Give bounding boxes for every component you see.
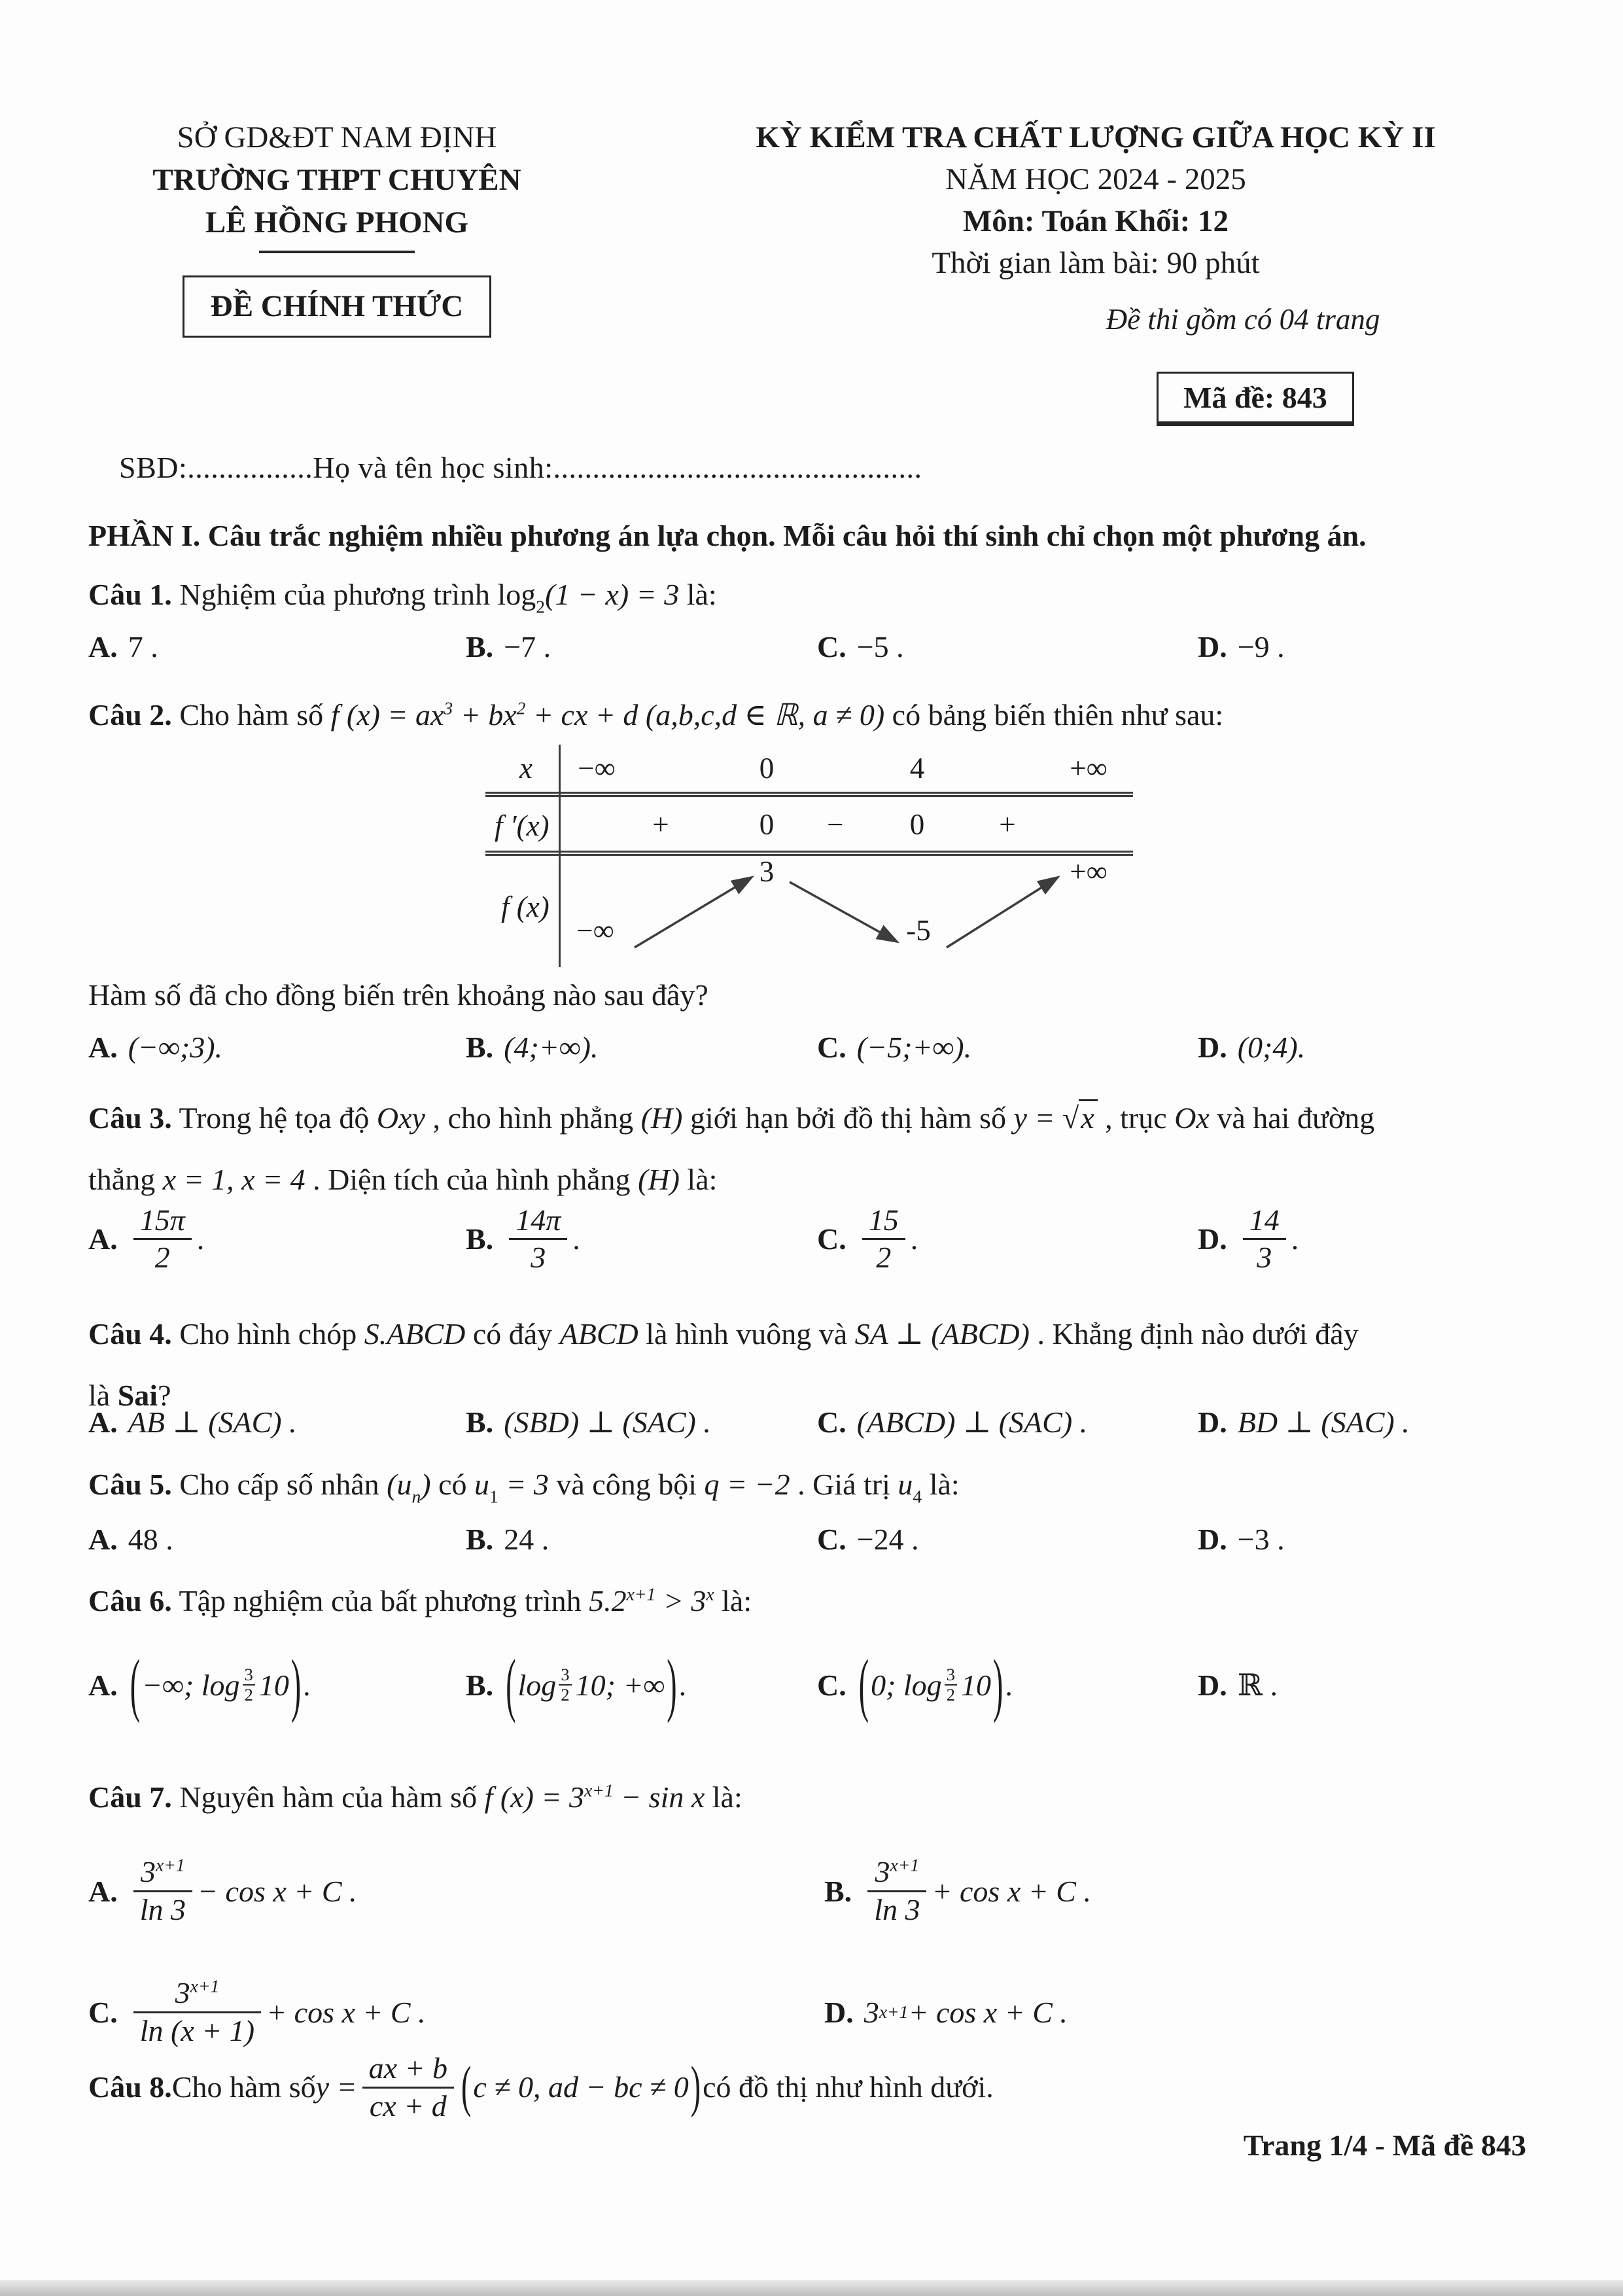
option-value: (−∞;3). bbox=[128, 1031, 223, 1064]
q1-text-end: là: bbox=[679, 578, 717, 611]
log-base-den: 2 bbox=[945, 1684, 957, 1704]
fraction-numerator: 14 bbox=[1249, 1203, 1280, 1237]
q6-text: Tập nghiệm của bất phương trình bbox=[171, 1584, 589, 1617]
option-letter: B. bbox=[824, 1874, 852, 1908]
log-base-fraction bbox=[945, 1665, 957, 1705]
q5-ratio: q = −2 bbox=[704, 1468, 790, 1501]
option-letter: A. bbox=[88, 1031, 118, 1064]
option-value: 48 . bbox=[128, 1523, 173, 1556]
option-value: −5 . bbox=[856, 630, 904, 663]
q4-text: ? bbox=[158, 1379, 171, 1412]
x-value: 0 bbox=[759, 752, 775, 785]
q2-condition: + cx + d (a,b,c,d ∈ ℝ, a ≠ 0) bbox=[525, 698, 885, 732]
q2-subquestion: Hàm số đã cho đồng biến trên khoảng nào sau đây? bbox=[88, 978, 708, 1012]
page-count-note: Đề thi gồm có 04 trang bbox=[1106, 303, 1380, 336]
q5-option-a bbox=[88, 1522, 466, 1557]
q7-option-b bbox=[824, 1854, 1534, 1928]
fraction-denominator: 2 bbox=[133, 1238, 192, 1275]
q1-label: Câu 1. bbox=[88, 578, 172, 611]
fraction-denominator: 3 bbox=[1243, 1238, 1286, 1275]
option-value: −3 . bbox=[1237, 1523, 1285, 1556]
q2-option-d bbox=[1198, 1030, 1534, 1065]
fraction bbox=[867, 1854, 926, 1928]
q2-label: Câu 2. bbox=[88, 698, 172, 732]
q4-options bbox=[88, 1404, 1534, 1439]
log-base-num: 3 bbox=[946, 1664, 956, 1684]
q5-text: có bbox=[430, 1468, 475, 1501]
fraction-denominator: ln (x + 1) bbox=[133, 2011, 261, 2049]
q1-equation: (1 − x) = 3 bbox=[545, 578, 680, 611]
q3-function: y = bbox=[1013, 1101, 1062, 1135]
q8-condition: c ≠ 0, ad − bc ≠ 0 bbox=[473, 2070, 689, 2104]
fraction bbox=[509, 1203, 567, 1276]
option-period: . bbox=[572, 1222, 580, 1256]
log-base-fraction bbox=[243, 1665, 255, 1705]
q3-option-a bbox=[88, 1203, 466, 1276]
q5-text: và công bội bbox=[548, 1468, 705, 1501]
q5-sub-n: n bbox=[411, 1486, 421, 1507]
option-letter: C. bbox=[817, 1031, 846, 1064]
big-paren-close: ) bbox=[993, 1644, 1003, 1723]
q4-base: ABCD bbox=[559, 1317, 638, 1351]
option-tail: + cos x + C . bbox=[908, 1995, 1068, 2029]
q3-options bbox=[88, 1203, 1534, 1276]
log-base-num: 3 bbox=[244, 1664, 253, 1684]
question-7 bbox=[88, 1777, 1534, 1818]
q5-label: Câu 5. bbox=[88, 1468, 172, 1501]
option-expression: −∞; log bbox=[142, 1668, 240, 1702]
q4-perpendicular: SA ⊥ (ABCD) bbox=[854, 1317, 1030, 1351]
option-value: −24 . bbox=[856, 1523, 919, 1556]
q3-text: và hai đường bbox=[1209, 1101, 1375, 1135]
option-letter: A. bbox=[88, 1222, 118, 1256]
q8-label: Câu 8. bbox=[88, 2070, 172, 2104]
duration-line: Thời gian làm bài: 90 phút bbox=[932, 246, 1260, 280]
q3-option-c bbox=[817, 1203, 1198, 1276]
q4-label: Câu 4. bbox=[88, 1317, 172, 1351]
f-max-value: 3 bbox=[759, 855, 775, 888]
option-period: . bbox=[910, 1222, 918, 1256]
option-letter: D. bbox=[824, 1995, 854, 2029]
q3-region: (H) bbox=[640, 1101, 683, 1135]
q3-oxy: Oxy bbox=[376, 1101, 425, 1135]
q5-option-c bbox=[817, 1522, 1198, 1557]
fraction-numerator: 15 bbox=[868, 1203, 899, 1237]
q4-text: có đáy bbox=[465, 1317, 560, 1351]
option-letter: C. bbox=[817, 1523, 846, 1556]
option-letter: B. bbox=[466, 1523, 494, 1556]
big-paren-close: ) bbox=[667, 1644, 677, 1723]
q8-text: Cho hàm số bbox=[171, 2070, 316, 2104]
q5-options bbox=[88, 1522, 1534, 1557]
fraction-numerator: 14π bbox=[515, 1203, 561, 1237]
q8-text-end: có đồ thị như hình dưới. bbox=[703, 2070, 994, 2104]
q5-text: . Giá trị bbox=[790, 1468, 898, 1501]
option-value: (ABCD) ⊥ (SAC) . bbox=[856, 1405, 1088, 1439]
option-value: (−5;+∞). bbox=[856, 1031, 972, 1064]
option-letter: C. bbox=[817, 1222, 846, 1256]
page-footer: Trang 1/4 - Mã đề 843 bbox=[1243, 2128, 1526, 2162]
option-value: (SBD) ⊥ (SAC) . bbox=[504, 1405, 711, 1439]
fraction-numerator: ax + b bbox=[368, 2051, 448, 2085]
option-expression: 0; log bbox=[871, 1668, 942, 1702]
x-value: 4 bbox=[909, 752, 925, 785]
exam-title: KỲ KIỂM TRA CHẤT LƯỢNG GIỮA HỌC KỲ II bbox=[756, 120, 1436, 154]
option-value: (0;4). bbox=[1237, 1031, 1306, 1064]
header-right-block bbox=[661, 116, 1531, 284]
q3-text: , cho hình phẳng bbox=[425, 1101, 641, 1135]
big-paren-open: ( bbox=[506, 1644, 516, 1723]
fraction-denominator: ln 3 bbox=[133, 1890, 192, 1928]
question-3 bbox=[88, 1087, 1534, 1210]
q4-sai: Sai bbox=[117, 1379, 158, 1412]
q5-text: là: bbox=[922, 1468, 960, 1501]
q5-sequence: (u bbox=[387, 1468, 412, 1501]
f-limit-right: +∞ bbox=[1070, 855, 1108, 888]
q1-option-d bbox=[1198, 629, 1534, 664]
q3-option-d bbox=[1198, 1203, 1534, 1276]
big-paren-open: ( bbox=[461, 2054, 472, 2118]
question-1 bbox=[88, 574, 1534, 615]
q6-option-a bbox=[88, 1644, 466, 1723]
fraction bbox=[362, 2051, 454, 2124]
option-value: ℝ . bbox=[1237, 1669, 1278, 1702]
q6-base2: > 3 bbox=[655, 1584, 707, 1617]
fraction-numerator: 15π bbox=[139, 1203, 185, 1237]
question-5 bbox=[88, 1464, 1534, 1505]
q5-sequence-close: ) bbox=[421, 1468, 431, 1501]
option-period: . bbox=[1005, 1668, 1013, 1702]
option-letter: A. bbox=[88, 630, 118, 663]
big-paren-open: ( bbox=[858, 1644, 869, 1723]
q5-u: u bbox=[898, 1468, 913, 1501]
q7-options-row1 bbox=[88, 1832, 1534, 1950]
option-letter: C. bbox=[817, 630, 846, 663]
sqrt-radicand: x bbox=[1079, 1099, 1097, 1135]
option-value: 7 . bbox=[128, 630, 158, 663]
option-letter: A. bbox=[88, 1405, 118, 1439]
q4-text: là hình vuông và bbox=[638, 1317, 855, 1351]
option-expression: 10 bbox=[258, 1668, 289, 1702]
option-period: . bbox=[1291, 1222, 1299, 1256]
option-value: 24 . bbox=[504, 1523, 550, 1556]
fraction bbox=[862, 1203, 905, 1276]
q3-region: (H) bbox=[638, 1163, 680, 1196]
q4-text: . Khẳng định nào dưới đây bbox=[1029, 1317, 1359, 1351]
option-letter: A. bbox=[88, 1523, 118, 1556]
q2-formula2: + bx bbox=[453, 698, 517, 732]
big-paren-close: ) bbox=[290, 1644, 302, 1723]
q6-exp1: x+1 bbox=[626, 1583, 656, 1604]
q3-text: . Diện tích của hình phẳng bbox=[305, 1163, 638, 1196]
option-letter: B. bbox=[466, 1222, 494, 1256]
fraction-numerator: $3^{x+1}$ bbox=[175, 1975, 220, 2010]
q5-u: u bbox=[474, 1468, 490, 1501]
option-letter: D. bbox=[1198, 630, 1227, 663]
q2-option-a bbox=[88, 1030, 466, 1065]
q3-text: thẳng bbox=[88, 1163, 163, 1196]
q3-text: , trục bbox=[1097, 1101, 1175, 1135]
q5-sub-1: 1 bbox=[489, 1486, 498, 1507]
option-tail: + cos x + C . bbox=[266, 1995, 426, 2029]
log-base-den: 2 bbox=[559, 1684, 571, 1704]
q1-text: Nghiệm của phương trình bbox=[171, 578, 498, 611]
department-name: SỞ GD&ĐT NAM ĐỊNH bbox=[177, 120, 497, 154]
q3-text: giới hạn bởi đồ thị hàm số bbox=[682, 1101, 1014, 1135]
q1-options bbox=[88, 629, 1534, 664]
option-letter: A. bbox=[88, 1874, 118, 1908]
log-base-fraction bbox=[559, 1665, 571, 1705]
q4-text: là bbox=[88, 1379, 118, 1412]
q2-option-c bbox=[817, 1030, 1198, 1065]
q3-text: Trong hệ tọa độ bbox=[171, 1101, 377, 1135]
school-name-line1: TRƯỜNG THPT CHUYÊN bbox=[152, 163, 521, 197]
q3-option-b bbox=[466, 1203, 817, 1276]
fraction-numerator: $3^{x+1}$ bbox=[875, 1854, 920, 1889]
q6-label: Câu 6. bbox=[88, 1584, 172, 1617]
option-letter: C. bbox=[817, 1668, 846, 1702]
fprime-sign: − bbox=[827, 808, 844, 841]
row-label-f: f (x) bbox=[501, 891, 550, 923]
option-letter: B. bbox=[466, 1668, 494, 1702]
q1-log: log bbox=[497, 578, 536, 611]
fprime-sign: + bbox=[652, 808, 669, 841]
f-min-value: -5 bbox=[906, 914, 931, 947]
q7-text: Nguyên hàm của hàm số bbox=[171, 1780, 485, 1814]
question-2 bbox=[88, 695, 1534, 735]
option-letter: D. bbox=[1198, 1222, 1227, 1256]
header-left-block bbox=[88, 116, 585, 338]
q4-option-c bbox=[817, 1404, 1198, 1439]
q4-option-d bbox=[1198, 1404, 1534, 1439]
q7-function: f (x) = 3 bbox=[484, 1780, 584, 1814]
row-label-x: x bbox=[519, 752, 532, 785]
exam-code-box: Mã đề: 843 bbox=[1157, 372, 1354, 426]
option-value: BD ⊥ (SAC) . bbox=[1237, 1405, 1410, 1439]
fraction bbox=[1243, 1203, 1286, 1276]
q8-y-equals: y = bbox=[315, 2070, 357, 2104]
header-underline bbox=[259, 251, 415, 253]
option-letter: D. bbox=[1198, 1523, 1227, 1556]
option-letter: D. bbox=[1198, 1405, 1227, 1439]
option-expression: 10; +∞ bbox=[575, 1668, 665, 1702]
fraction-denominator: 3 bbox=[509, 1238, 567, 1275]
q7-exponent: x+1 bbox=[584, 1780, 614, 1801]
log-base-den: 2 bbox=[243, 1684, 255, 1704]
subject-grade-line: Môn: Toán Khối: 12 bbox=[962, 204, 1229, 238]
q4-text: Cho hình chóp bbox=[171, 1317, 364, 1351]
q6-option-c bbox=[817, 1644, 1198, 1723]
question-8 bbox=[88, 2038, 1534, 2136]
q6-options bbox=[88, 1616, 1534, 1754]
row-label-fprime: f ′(x) bbox=[495, 809, 550, 842]
official-exam-box: ĐỀ CHÍNH THỨC bbox=[183, 275, 492, 338]
q2-text-end: có bảng biến thiên như sau: bbox=[884, 698, 1224, 732]
fraction bbox=[133, 1203, 192, 1276]
option-period: . bbox=[678, 1668, 687, 1702]
option-base: 3 bbox=[864, 1995, 879, 2029]
q5-sub-4: 4 bbox=[913, 1486, 922, 1507]
option-value: −9 . bbox=[1237, 630, 1285, 663]
option-tail: − cos x + C . bbox=[198, 1874, 357, 1908]
scan-bottom-edge bbox=[0, 2280, 1623, 2296]
fprime-sign: + bbox=[999, 808, 1016, 841]
big-paren-open: ( bbox=[130, 1644, 141, 1723]
q6-base1: 5.2 bbox=[589, 1584, 627, 1617]
q5-text: Cho cấp số nhân bbox=[171, 1468, 387, 1501]
sqrt-expression: √x bbox=[1062, 1099, 1098, 1135]
part1-heading: PHẦN I. Câu trắc nghiệm nhiều phương án lựa chọn. Mỗi câu hỏi thí sinh chỉ chọn một phương án. bbox=[88, 519, 1367, 552]
q1-option-a bbox=[88, 629, 466, 664]
question-6 bbox=[88, 1581, 1534, 1621]
q4-pyramid: S.ABCD bbox=[364, 1317, 466, 1351]
big-paren-close: ) bbox=[690, 2054, 701, 2118]
q5-option-d bbox=[1198, 1522, 1534, 1557]
option-expression: 10 bbox=[961, 1668, 992, 1702]
fraction bbox=[133, 1854, 192, 1928]
q1-option-c bbox=[817, 629, 1198, 664]
q3-label: Câu 3. bbox=[88, 1101, 172, 1135]
q4-option-a bbox=[88, 1404, 466, 1439]
fprime-zero: 0 bbox=[909, 808, 925, 841]
q6-option-d bbox=[1198, 1667, 1534, 1703]
q3-bounds: x = 1, x = 4 bbox=[162, 1163, 305, 1196]
q6-exp2: x bbox=[706, 1583, 714, 1604]
q7-label: Câu 7. bbox=[88, 1780, 172, 1814]
q2-formula: f (x) = ax bbox=[330, 698, 444, 732]
q7-function2: − sin x bbox=[613, 1780, 705, 1814]
variation-table bbox=[485, 745, 1133, 967]
option-letter: D. bbox=[1198, 1031, 1227, 1064]
q2-exp1: 3 bbox=[444, 698, 453, 718]
q3-text: là: bbox=[679, 1163, 718, 1196]
option-letter: C. bbox=[817, 1405, 846, 1439]
option-value: AB ⊥ (SAC) . bbox=[128, 1405, 297, 1439]
option-letter: B. bbox=[466, 1405, 494, 1439]
q1-option-b bbox=[466, 629, 817, 664]
option-tail: + cos x + C . bbox=[932, 1874, 1091, 1908]
option-period: . bbox=[196, 1222, 205, 1256]
f-limit-left: −∞ bbox=[576, 914, 614, 947]
q7-text: là: bbox=[705, 1780, 742, 1814]
q7-option-d: D. 3 x+1 + cos x + C . bbox=[824, 1995, 1068, 2029]
q6-option-b bbox=[466, 1644, 817, 1723]
q2-exp2: 2 bbox=[516, 698, 526, 718]
q5-value: = 3 bbox=[498, 1468, 549, 1501]
fraction-denominator: 2 bbox=[862, 1238, 905, 1275]
log-base-num: 3 bbox=[561, 1664, 570, 1684]
fraction-denominator: cx + d bbox=[362, 2087, 454, 2124]
option-period: . bbox=[303, 1668, 311, 1702]
q2-text: Cho hàm số bbox=[171, 698, 331, 732]
option-letter: B. bbox=[466, 1031, 494, 1064]
option-letter: D. bbox=[1198, 1668, 1227, 1702]
fraction-denominator: ln 3 bbox=[867, 1890, 926, 1928]
school-year: NĂM HỌC 2024 - 2025 bbox=[945, 162, 1246, 196]
q2-option-b bbox=[466, 1030, 817, 1065]
q6-text: là: bbox=[714, 1584, 752, 1617]
option-letter: A. bbox=[88, 1668, 118, 1702]
q5-option-b bbox=[466, 1522, 817, 1557]
option-expression: log bbox=[517, 1668, 557, 1702]
school-name-line2: LÊ HỒNG PHONG bbox=[205, 205, 469, 239]
option-letter: B. bbox=[466, 630, 494, 663]
q4-option-b bbox=[466, 1404, 817, 1439]
fprime-zero: 0 bbox=[759, 808, 775, 841]
q1-log-base: 2 bbox=[536, 596, 546, 617]
q2-options bbox=[88, 1030, 1534, 1065]
x-value: −∞ bbox=[578, 752, 616, 785]
option-value: (4;+∞). bbox=[504, 1031, 599, 1064]
x-value: +∞ bbox=[1070, 752, 1108, 785]
option-letter: C. bbox=[88, 1995, 118, 2029]
option-value: −7 . bbox=[504, 630, 551, 663]
q3-axis: Ox bbox=[1174, 1101, 1210, 1135]
q7-option-a bbox=[88, 1854, 824, 1928]
fraction-numerator: $3^{x+1}$ bbox=[141, 1854, 185, 1889]
student-info-line: SBD:................Họ và tên học sinh:............................................... bbox=[119, 451, 922, 484]
